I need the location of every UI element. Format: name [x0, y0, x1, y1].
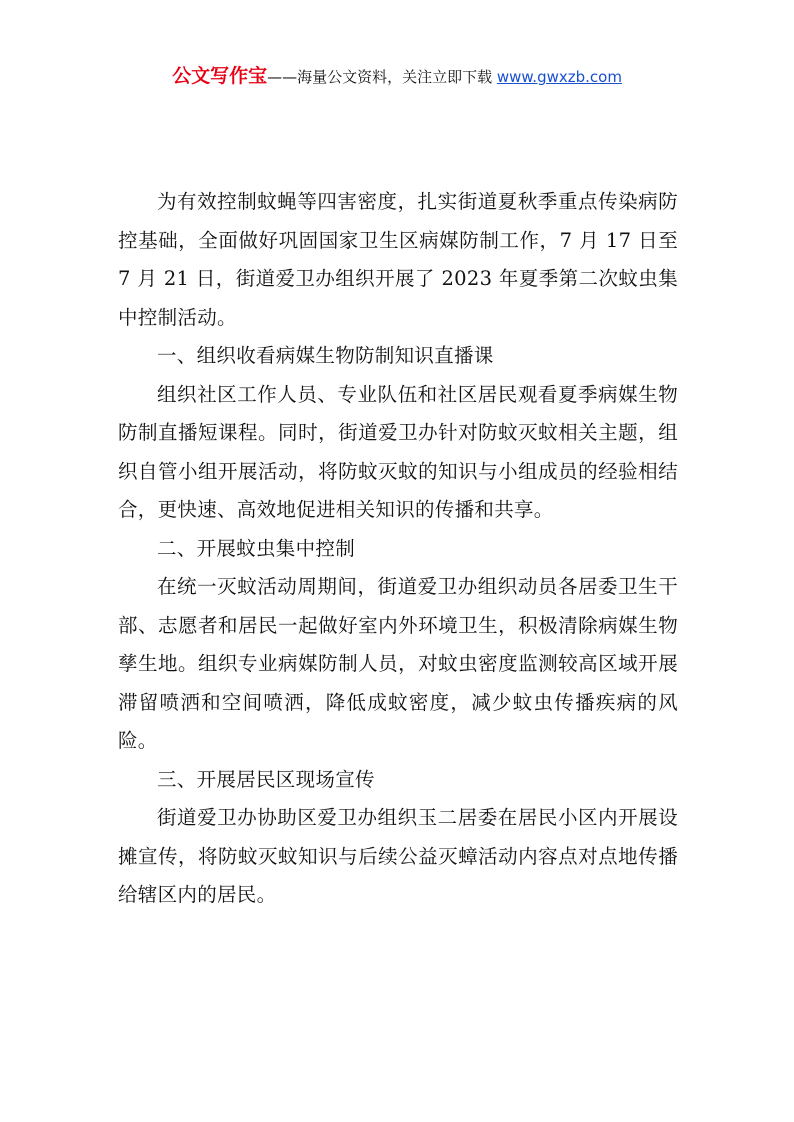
brand-name: 公文写作宝 [172, 65, 268, 87]
section-heading-1: 一、组织收看病媒生物防制知识直播课 [157, 344, 494, 367]
section-heading-3: 三、开展居民区现场宣传 [157, 767, 375, 791]
section-3-paragraph: 街道爱卫办协助区爱卫办组织玉二居委在居民小区内开展设摊宣传，将防蚊灭蚊知识与后续公益灭蟑活动内容点对点地传播给辖区内的居民。 [118, 806, 678, 906]
section-heading-2: 二、开展蚊虫集中控制 [157, 536, 356, 560]
header-tagline: ——海量公文资料，关注立即下载 [267, 68, 493, 86]
section-1-paragraph: 组织社区工作人员、专业队伍和社区居民观看夏季病媒生物防制直播短课程。同时，街道爱卫办针对防蚊灭蚊相关主题，组织自管小组开展活动，将防蚊灭蚊的知识与小组成员的经验相结合，更快速、高效地促进相关知识的传播和共享。 [118, 382, 678, 521]
intro-paragraph: 为有效控制蚊蝇等四害密度，扎实街道夏秋季重点传染病防控基础，全面做好巩固国家卫生区病媒防制工作，7 月 17 日至 7 月 21 日，街道爱卫办组织开展了 2023 年夏季第二次蚊虫集中控制活动。 [118, 190, 678, 329]
document-body [118, 183, 678, 915]
page-header [0, 64, 794, 89]
section-2-paragraph: 在统一灭蚊活动周期间，街道爱卫办组织动员各居委卫生干部、志愿者和居民一起做好室内外环境卫生，积极清除病媒生物孳生地。组织专业病媒防制人员，对蚊虫密度监测较高区域开展滞留喷洒和空间喷洒，降低成蚊密度，减少蚊虫传播疾病的风险。 [118, 575, 678, 752]
website-link[interactable]: www.gwxzb.com [496, 68, 622, 86]
